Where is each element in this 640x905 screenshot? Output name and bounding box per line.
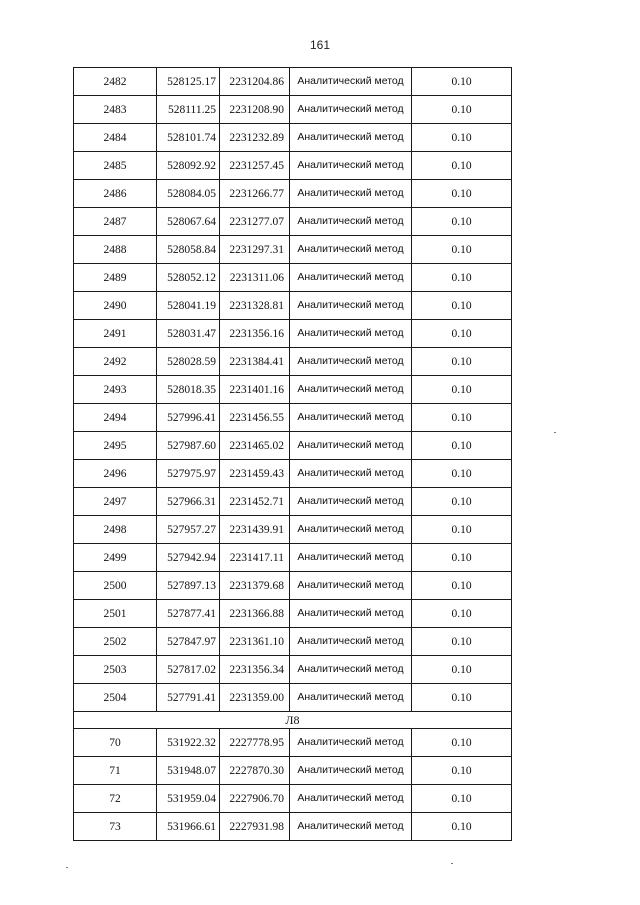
point-number-cell: 2503 [74,656,157,684]
x-coordinate-cell: 527897.13 [157,572,220,600]
method-cell: Аналитический метод [290,628,412,656]
table-row [74,320,512,348]
table-row [74,785,512,813]
table-row [74,96,512,124]
point-number-cell: 2495 [74,432,157,460]
method-cell: Аналитический метод [290,376,412,404]
y-coordinate-cell: 2231266.77 [220,180,290,208]
section-row [74,712,512,729]
table-row [74,180,512,208]
point-number-cell: 2482 [74,68,157,96]
accuracy-cell: 0.10 [412,320,512,348]
page-number: 161 [309,38,331,52]
point-number-cell: 2502 [74,628,157,656]
table-row [74,404,512,432]
x-coordinate-cell: 528041.19 [157,292,220,320]
coordinates-table [73,67,512,841]
x-coordinate-cell: 528101.74 [157,124,220,152]
accuracy-cell: 0.10 [412,516,512,544]
y-coordinate-cell: 2231356.34 [220,656,290,684]
table-row [74,628,512,656]
y-coordinate-cell: 2231359.00 [220,684,290,712]
scan-speck [554,432,556,433]
table-row [74,460,512,488]
method-cell: Аналитический метод [290,516,412,544]
accuracy-cell: 0.10 [412,432,512,460]
point-number-cell: 2493 [74,376,157,404]
scan-speck [66,867,68,868]
x-coordinate-cell: 531922.32 [157,729,220,757]
y-coordinate-cell: 2231232.89 [220,124,290,152]
accuracy-cell: 0.10 [412,757,512,785]
point-number-cell: 2499 [74,544,157,572]
method-cell: Аналитический метод [290,208,412,236]
method-cell: Аналитический метод [290,152,412,180]
x-coordinate-cell: 527942.94 [157,544,220,572]
table-row [74,208,512,236]
method-cell: Аналитический метод [290,460,412,488]
table-row [74,432,512,460]
accuracy-cell: 0.10 [412,68,512,96]
y-coordinate-cell: 2231356.16 [220,320,290,348]
accuracy-cell: 0.10 [412,488,512,516]
method-cell: Аналитический метод [290,292,412,320]
accuracy-cell: 0.10 [412,180,512,208]
accuracy-cell: 0.10 [412,348,512,376]
y-coordinate-cell: 2231361.10 [220,628,290,656]
y-coordinate-cell: 2231366.88 [220,600,290,628]
method-cell: Аналитический метод [290,236,412,264]
method-cell: Аналитический метод [290,68,412,96]
y-coordinate-cell: 2231208.90 [220,96,290,124]
table-row [74,264,512,292]
accuracy-cell: 0.10 [412,292,512,320]
x-coordinate-cell: 527966.31 [157,488,220,516]
table-row [74,600,512,628]
point-number-cell: 72 [74,785,157,813]
method-cell: Аналитический метод [290,729,412,757]
point-number-cell: 2500 [74,572,157,600]
method-cell: Аналитический метод [290,785,412,813]
x-coordinate-cell: 528092.92 [157,152,220,180]
y-coordinate-cell: 2227778.95 [220,729,290,757]
y-coordinate-cell: 2231417.11 [220,544,290,572]
point-number-cell: 2489 [74,264,157,292]
x-coordinate-cell: 528067.64 [157,208,220,236]
x-coordinate-cell: 527957.27 [157,516,220,544]
point-number-cell: 73 [74,813,157,841]
x-coordinate-cell: 527817.02 [157,656,220,684]
x-coordinate-cell: 528084.05 [157,180,220,208]
table-row [74,236,512,264]
method-cell: Аналитический метод [290,656,412,684]
table-row [74,757,512,785]
x-coordinate-cell: 531948.07 [157,757,220,785]
x-coordinate-cell: 528028.59 [157,348,220,376]
x-coordinate-cell: 527975.97 [157,460,220,488]
table-row [74,684,512,712]
y-coordinate-cell: 2231384.41 [220,348,290,376]
point-number-cell: 2487 [74,208,157,236]
accuracy-cell: 0.10 [412,208,512,236]
table-row [74,376,512,404]
y-coordinate-cell: 2231379.68 [220,572,290,600]
y-coordinate-cell: 2231257.45 [220,152,290,180]
accuracy-cell: 0.10 [412,785,512,813]
table-row [74,124,512,152]
method-cell: Аналитический метод [290,544,412,572]
table-row [74,292,512,320]
point-number-cell: 2494 [74,404,157,432]
y-coordinate-cell: 2227931.98 [220,813,290,841]
y-coordinate-cell: 2231297.31 [220,236,290,264]
y-coordinate-cell: 2227906.70 [220,785,290,813]
method-cell: Аналитический метод [290,684,412,712]
accuracy-cell: 0.10 [412,729,512,757]
method-cell: Аналитический метод [290,180,412,208]
point-number-cell: 2486 [74,180,157,208]
x-coordinate-cell: 527847.97 [157,628,220,656]
accuracy-cell: 0.10 [412,152,512,180]
method-cell: Аналитический метод [290,757,412,785]
accuracy-cell: 0.10 [412,656,512,684]
method-cell: Аналитический метод [290,320,412,348]
accuracy-cell: 0.10 [412,572,512,600]
method-cell: Аналитический метод [290,432,412,460]
x-coordinate-cell: 527987.60 [157,432,220,460]
accuracy-cell: 0.10 [412,96,512,124]
table-row [74,729,512,757]
point-number-cell: 2496 [74,460,157,488]
table-row [74,516,512,544]
method-cell: Аналитический метод [290,124,412,152]
x-coordinate-cell: 528125.17 [157,68,220,96]
x-coordinate-cell: 528052.12 [157,264,220,292]
method-cell: Аналитический метод [290,813,412,841]
y-coordinate-cell: 2231311.06 [220,264,290,292]
y-coordinate-cell: 2231277.07 [220,208,290,236]
accuracy-cell: 0.10 [412,376,512,404]
accuracy-cell: 0.10 [412,264,512,292]
point-number-cell: 2504 [74,684,157,712]
y-coordinate-cell: 2231465.02 [220,432,290,460]
accuracy-cell: 0.10 [412,124,512,152]
x-coordinate-cell: 527996.41 [157,404,220,432]
y-coordinate-cell: 2231439.91 [220,516,290,544]
y-coordinate-cell: 2231456.55 [220,404,290,432]
table-row [74,813,512,841]
method-cell: Аналитический метод [290,348,412,376]
point-number-cell: 2484 [74,124,157,152]
x-coordinate-cell: 527791.41 [157,684,220,712]
point-number-cell: 2497 [74,488,157,516]
table-row [74,488,512,516]
accuracy-cell: 0.10 [412,460,512,488]
accuracy-cell: 0.10 [412,600,512,628]
x-coordinate-cell: 527877.41 [157,600,220,628]
point-number-cell: 2498 [74,516,157,544]
method-cell: Аналитический метод [290,572,412,600]
x-coordinate-cell: 528031.47 [157,320,220,348]
table-row [74,572,512,600]
method-cell: Аналитический метод [290,600,412,628]
table-row [74,348,512,376]
accuracy-cell: 0.10 [412,404,512,432]
point-number-cell: 2501 [74,600,157,628]
x-coordinate-cell: 528018.35 [157,376,220,404]
accuracy-cell: 0.10 [412,813,512,841]
y-coordinate-cell: 2231452.71 [220,488,290,516]
method-cell: Аналитический метод [290,96,412,124]
method-cell: Аналитический метод [290,404,412,432]
point-number-cell: 2491 [74,320,157,348]
point-number-cell: 2492 [74,348,157,376]
y-coordinate-cell: 2227870.30 [220,757,290,785]
y-coordinate-cell: 2231401.16 [220,376,290,404]
method-cell: Аналитический метод [290,488,412,516]
x-coordinate-cell: 528058.84 [157,236,220,264]
point-number-cell: 2488 [74,236,157,264]
y-coordinate-cell: 2231328.81 [220,292,290,320]
x-coordinate-cell: 528111.25 [157,96,220,124]
table-row [74,68,512,96]
y-coordinate-cell: 2231204.86 [220,68,290,96]
coordinates-table-body [74,68,512,841]
accuracy-cell: 0.10 [412,684,512,712]
accuracy-cell: 0.10 [412,236,512,264]
point-number-cell: 70 [74,729,157,757]
x-coordinate-cell: 531966.61 [157,813,220,841]
x-coordinate-cell: 531959.04 [157,785,220,813]
point-number-cell: 71 [74,757,157,785]
accuracy-cell: 0.10 [412,544,512,572]
table-row [74,544,512,572]
table-row [74,656,512,684]
point-number-cell: 2483 [74,96,157,124]
point-number-cell: 2490 [74,292,157,320]
accuracy-cell: 0.10 [412,628,512,656]
scan-speck [451,863,453,864]
method-cell: Аналитический метод [290,264,412,292]
point-number-cell: 2485 [74,152,157,180]
y-coordinate-cell: 2231459.43 [220,460,290,488]
table-row [74,152,512,180]
section-label: Л8 [74,712,512,729]
